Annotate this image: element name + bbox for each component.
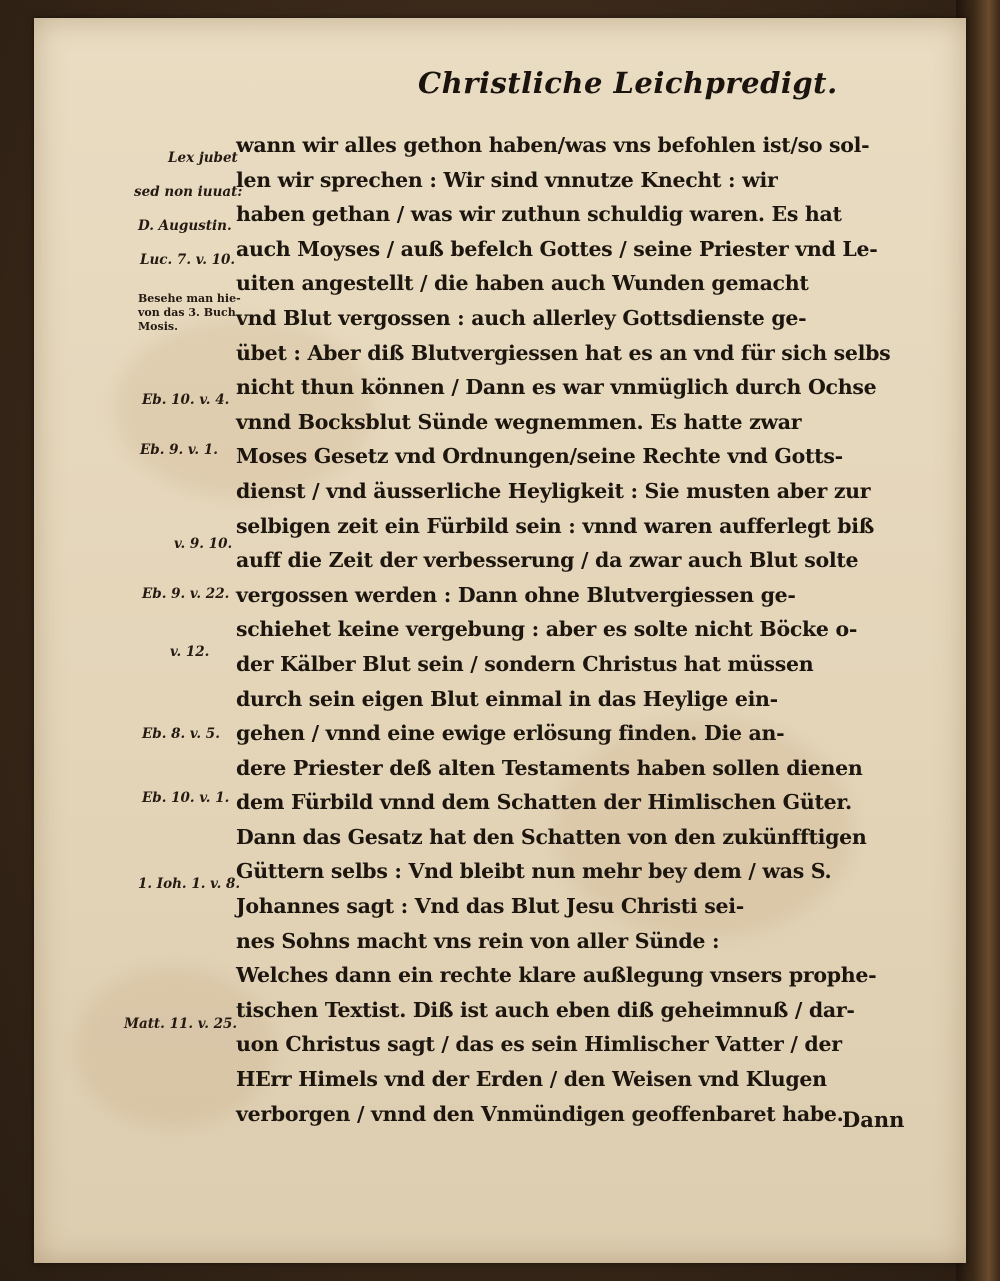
- text-line: dere Priester deß alten Testaments haben sollen dienen: [236, 755, 863, 780]
- margin-note: Mosis.: [138, 320, 178, 333]
- text-line: Güttern selbs : Vnd bleibt nun mehr bey dem / was S.: [236, 859, 832, 884]
- margin-note: Eb. 9. v. 22.: [142, 586, 230, 602]
- text-line: verborgen / vnnd den Vnmündigen geoffenbaret habe.: [236, 1101, 844, 1126]
- margin-note: Eb. 10. v. 1.: [142, 790, 230, 806]
- text-line: vergossen werden : Dann ohne Blutvergiessen ge-: [236, 582, 796, 607]
- margin-note: Matt. 11. v. 25.: [124, 1016, 238, 1032]
- margin-note: D. Augustin.: [138, 218, 232, 234]
- text-line: übet : Aber diß Blutvergiessen hat es an vnd für sich selbs: [236, 340, 891, 365]
- text-line: Moses Gesetz vnd Ordnungen/seine Rechte vnd Gotts-: [236, 444, 843, 469]
- margin-note: 1. Ioh. 1. v. 8.: [138, 876, 241, 892]
- margin-note: von das 3. Buch: [138, 306, 236, 319]
- running-head: Christliche Leichpredigt.: [418, 66, 838, 100]
- margin-note: Lex jubet: [168, 150, 238, 166]
- text-line: Johannes sagt : Vnd das Blut Jesu Christi sei-: [236, 894, 744, 919]
- text-line: auff die Zeit der verbesserung / da zwar auch Blut solte: [236, 548, 859, 573]
- text-line: HErr Himels vnd der Erden / den Weisen vnd Klugen: [236, 1067, 827, 1092]
- text-line: dem Fürbild vnnd dem Schatten der Himlischen Güter.: [236, 790, 852, 815]
- text-line: selbigen zeit ein Fürbild sein : vnnd waren aufferlegt biß: [236, 513, 875, 538]
- margin-note: v. 12.: [170, 644, 210, 660]
- text-line: nicht thun können / Dann es war vnmüglich durch Ochse: [236, 375, 877, 400]
- text-line: vnd Blut vergossen : auch allerley Gottsdienste ge-: [236, 305, 807, 330]
- margin-note: Eb. 8. v. 5.: [142, 726, 220, 742]
- margin-note: Besehe man hie-: [138, 292, 241, 305]
- text-line: haben gethan / was wir zuthun schuldig waren. Es hat: [236, 202, 842, 227]
- text-line: len wir sprechen : Wir sind vnnutze Knecht : wir: [236, 167, 778, 192]
- margin-note: sed non iuuat:: [134, 184, 243, 200]
- margin-note: Luc. 7. v. 10.: [140, 252, 236, 268]
- text-line: gehen / vnnd eine ewige erlösung finden. Die an-: [236, 721, 785, 746]
- text-line: Dann das Gesatz hat den Schatten von den zukünfftigen: [236, 824, 867, 849]
- text-line: Welches dann ein rechte klare außlegung vnsers prophe-: [236, 963, 877, 988]
- text-line: auch Moyses / auß befelch Gottes / seine Priester vnd Le-: [236, 236, 878, 261]
- catchword: Dann: [842, 1107, 905, 1132]
- text-line: nes Sohns macht vns rein von aller Sünde :: [236, 928, 720, 953]
- text-line: uiten angestellt / die haben auch Wunden gemacht: [236, 271, 809, 296]
- margin-note: Eb. 9. v. 1.: [140, 442, 218, 458]
- text-line: schiehet keine vergebung : aber es solte nicht Böcke o-: [236, 617, 858, 642]
- text-line: tischen Textist. Diß ist auch eben diß geheimnuß / dar-: [236, 997, 855, 1022]
- text-line: durch sein eigen Blut einmal in das Heylige ein-: [236, 686, 778, 711]
- text-line: der Kälber Blut sein / sondern Christus hat müssen: [236, 651, 814, 676]
- margin-note: Eb. 10. v. 4.: [142, 392, 230, 408]
- margin-note: v. 9. 10.: [174, 536, 233, 552]
- text-line: uon Christus sagt / das es sein Himlischer Vatter / der: [236, 1032, 842, 1057]
- text-line: wann wir alles gethon haben/was vns befohlen ist/so sol-: [236, 133, 870, 157]
- text-line: vnnd Bocksblut Sünde wegnemmen. Es hatte zwar: [236, 409, 802, 434]
- text-line: dienst / vnd äusserliche Heyligkeit : Sie musten aber zur: [236, 478, 871, 503]
- body-text: [236, 128, 896, 1131]
